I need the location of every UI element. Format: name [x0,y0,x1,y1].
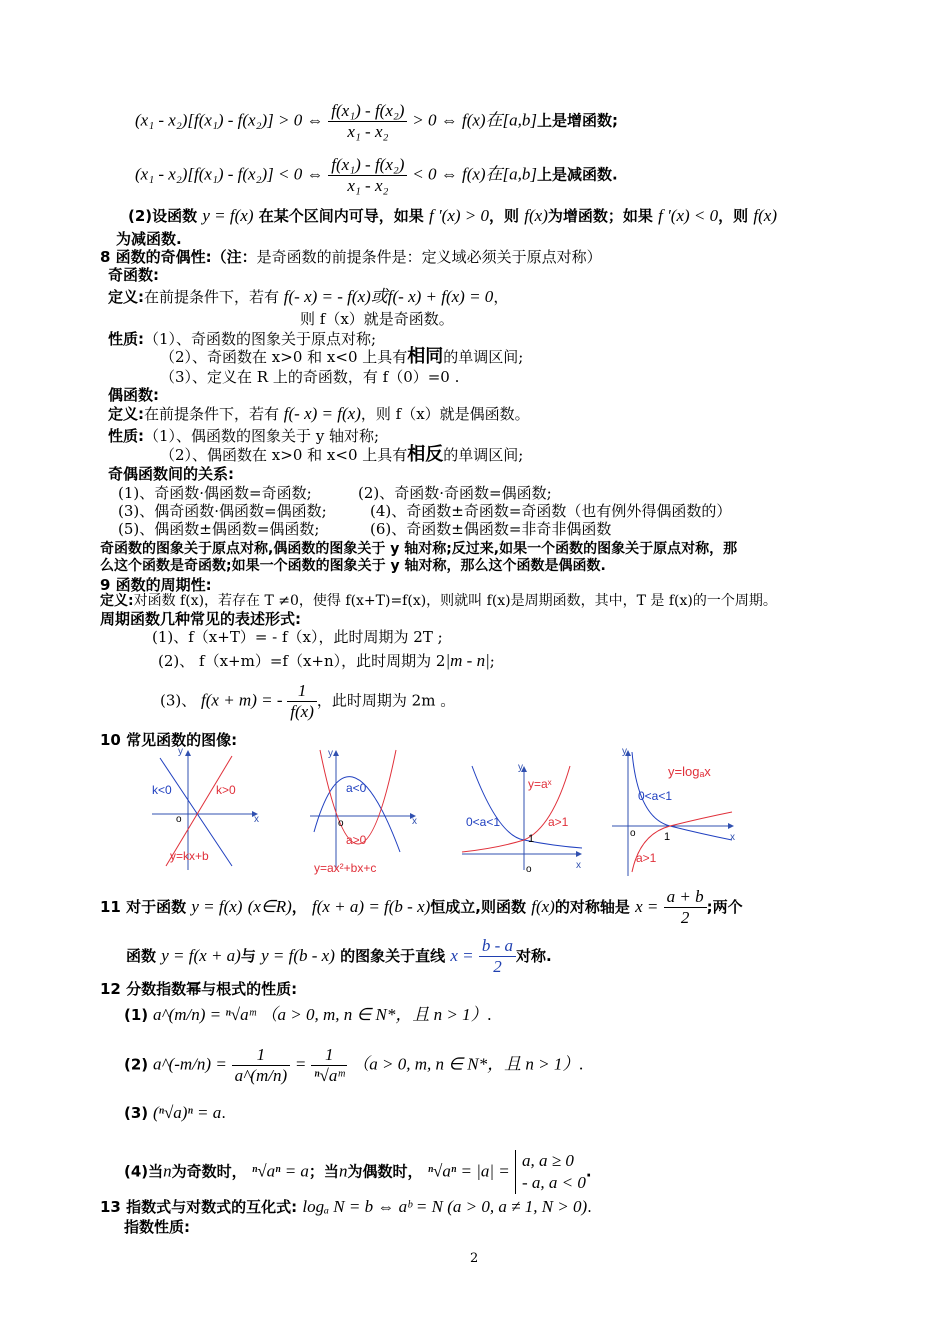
a-positive-label: a>0 [346,833,367,847]
period-form-1: (1)、f（x+T）= - f（x），此时周期为 2T ; [152,628,443,646]
radical-property-1: (1) a^(m/n) = ⁿ√aᵐ （a > 0, m, n ∈ N*，且 n > 1）. [124,1005,492,1024]
derivative-criterion-end: 为减函数. [116,230,182,248]
x-label: x [730,832,735,843]
curve-a-greater-than-1 [462,766,570,852]
relations-title: 奇偶函数间的关系: [108,465,234,483]
radical-property-3: (3) (ⁿ√a)ⁿ = a. [124,1103,227,1122]
y-axis-arrow [185,750,191,756]
a-big-label: a>1 [548,815,569,829]
one-label: 1 [664,831,671,843]
relation-2: (2)、奇函数·奇函数=偶函数; [358,484,552,502]
period-forms-title: 周期函数几种常见的表述形式: [100,610,301,628]
relation-4: (4)、奇函数±奇函数=奇函数（也有例外得偶函数的） [370,502,732,520]
periodicity-definition: 定义:对函数 f(x)，若存在 T ≠0，使得 f(x+T)=f(x)，则就叫 f(x)是周期函数，其中，T 是 f(x)的一个周期。 [100,593,777,609]
parity-summary-2: 么这个函数是奇函数;如果一个函数的图象关于 y 轴对称，那么这个函数是偶函数. [100,558,606,574]
x-axis-arrow [728,823,734,829]
quadratic-equation-label: y=ax²+bx+c [314,861,377,875]
linear-function-graph [148,742,270,874]
relation-1: (1)、奇函数·偶函数=奇函数; [118,484,312,502]
logarithmic-function-graph [608,742,740,880]
exponential-equation-label: y=aˣ [528,777,552,791]
decreasing-criterion: (x₁ - x₂)[f(x₁) - f(x₂)] < 0 ⇔ $\frac{\text{f(x₁) - f(x₂)}}{\text{x₁ - x₂}}$ < 0 ⇔ f(x)在[a,b]上是减函数. [135,155,618,195]
relation-5: (5)、偶函数±偶函数=偶函数; [118,520,320,538]
graphs-heading: 10 常见函数的图像: [100,731,238,749]
curve-a-less-than-1 [472,766,582,848]
y-label: y [622,746,627,757]
odd-property-1: 性质:（1）、奇函数的图象关于原点对称; [108,330,377,348]
k-positive-label: k>0 [216,783,236,797]
one-label: 1 [528,833,535,845]
origin-label: o [338,818,344,829]
y-axis-arrow [333,750,339,756]
x-label: x [254,814,259,825]
odd-property-3: （3）、定义在 R 上的奇函数，有 f（0）=0 . [160,368,460,386]
a-big-label: a>1 [636,851,657,865]
y-label: y [178,746,183,757]
x-label: x [576,860,581,871]
linear-equation-label: y=kx+b [170,849,209,863]
period-form-2: (2)、 f（x+m）=f（x+n），此时周期为 2|m - n|; [158,651,495,670]
parity-heading: 8 函数的奇偶性:（注：是奇函数的前提条件是：定义域必须关于原点对称） [100,248,602,266]
origin-label: o [176,814,182,825]
exponent-properties-title: 指数性质: [124,1218,190,1236]
a-negative-label: a<0 [346,781,367,795]
difference-quotient: $\frac{\text{f(x₁) - f(x₂)}}{\text{x₁ - x₂}}$ [328,156,407,195]
periodicity-heading: 9 函数的周期性: [100,576,212,594]
y-label: y [328,748,333,759]
radical-property-4: (4)当n为奇数时， ⁿ√aⁿ = a；当n为偶数时， ⁿ√aⁿ = |a| = a, a ≥ 0 - a, a < 0 . [124,1151,592,1192]
quadratic-function-graph [306,742,434,878]
origin-label: o [630,828,636,839]
y-label: y [518,762,523,773]
derivative-criterion: (2)设函数 y = f(x) 在某个区间内可导，如果 f ′(x) > 0，则 f(x)为增函数；如果 f ′(x) < 0，则 f(x) [128,206,777,225]
log-heading: 13 指数式与对数式的互化式: logₐ N = b ⇔ aᵇ = N (a > 0, a ≠ 1, N > 0). [100,1197,592,1216]
odd-definition-cont: 则 f（x）就是奇函数。 [300,310,454,328]
parity-summary-1: 奇函数的图象关于原点对称,偶函数的图象关于 y 轴对称;反过来,如果一个函数的图象关于原点对称，那 [100,541,738,557]
k-negative-label: k<0 [152,783,172,797]
difference-quotient: $\frac{\text{f(x₁) - f(x₂)}}{\text{x₁ - x₂}}$ [328,102,407,141]
symmetry-line-2: 函数 y = f(x + a)与 y = f(b - x) 的图象关于直线 x = $\frac{b - a}{2}$ 对称. [126,936,552,976]
relation-6: (6)、奇函数±偶函数=非奇非偶函数 [370,520,612,538]
piecewise-cases: a, a ≥ 0 - a, a < 0 [515,1150,586,1194]
x-axis-arrow [576,851,582,857]
origin-label: o [526,864,532,874]
increasing-criterion: (x₁ - x₂)[f(x₁) - f(x₂)] > 0 ⇔ $\frac{\text{f(x₁) - f(x₂)}}{\text{x₁ - x₂}}$ > 0 ⇔ f(x)在[a,b]上是增函数; [135,101,619,141]
odd-definition: 定义:在前提条件下，若有 f(- x) = - f(x)或f(- x) + f(x) = 0， [108,287,509,306]
a-small-label: 0<a<1 [638,789,673,803]
exponential-function-graph [458,760,588,874]
symmetry-line-1: 11 对于函数 y = f(x) (x∈R)， f(x + a) = f(b - x)恒成立,则函数 f(x)的对称轴是 x = $\frac{a + b}{2}$ ;两个 [100,887,743,927]
x-label: x [412,816,417,827]
even-definition: 定义:在前提条件下，若有 f(- x) = f(x)，则 f（x）就是偶函数。 [108,404,530,423]
odd-function-title: 奇函数: [108,266,159,284]
radical-heading: 12 分数指数幂与根式的性质: [100,980,298,998]
relation-3: (3)、偶奇函数·偶函数=偶函数; [118,502,327,520]
parabola-a-positive [320,750,396,844]
even-property-1: 性质:（1）、偶函数的图象关于 y 轴对称; [108,427,380,445]
period-form-3: (3)、 f(x + m) = - $\frac{1}{f(x)}$ ，此时周期为 2m 。 [160,681,456,721]
even-function-title: 偶函数: [108,386,159,404]
logarithmic-equation-label: y=logₐx [668,764,711,779]
page-number: 2 [470,1251,479,1266]
odd-property-2: （2）、奇函数在 x>0 和 x<0 上具有相同的单调区间; [160,346,524,367]
radical-property-2: (2) a^(-m/n) = $\frac{1}{a\^{}(m/n)}$ = $\frac{1}{\text{ⁿ√aᵐ}}$ （a > 0, m, n ∈ N*，且 n > 1）. [124,1045,584,1085]
even-property-2: （2）、偶函数在 x>0 和 x<0 上具有相反的单调区间; [160,444,524,465]
a-small-label: 0<a<1 [466,815,501,829]
